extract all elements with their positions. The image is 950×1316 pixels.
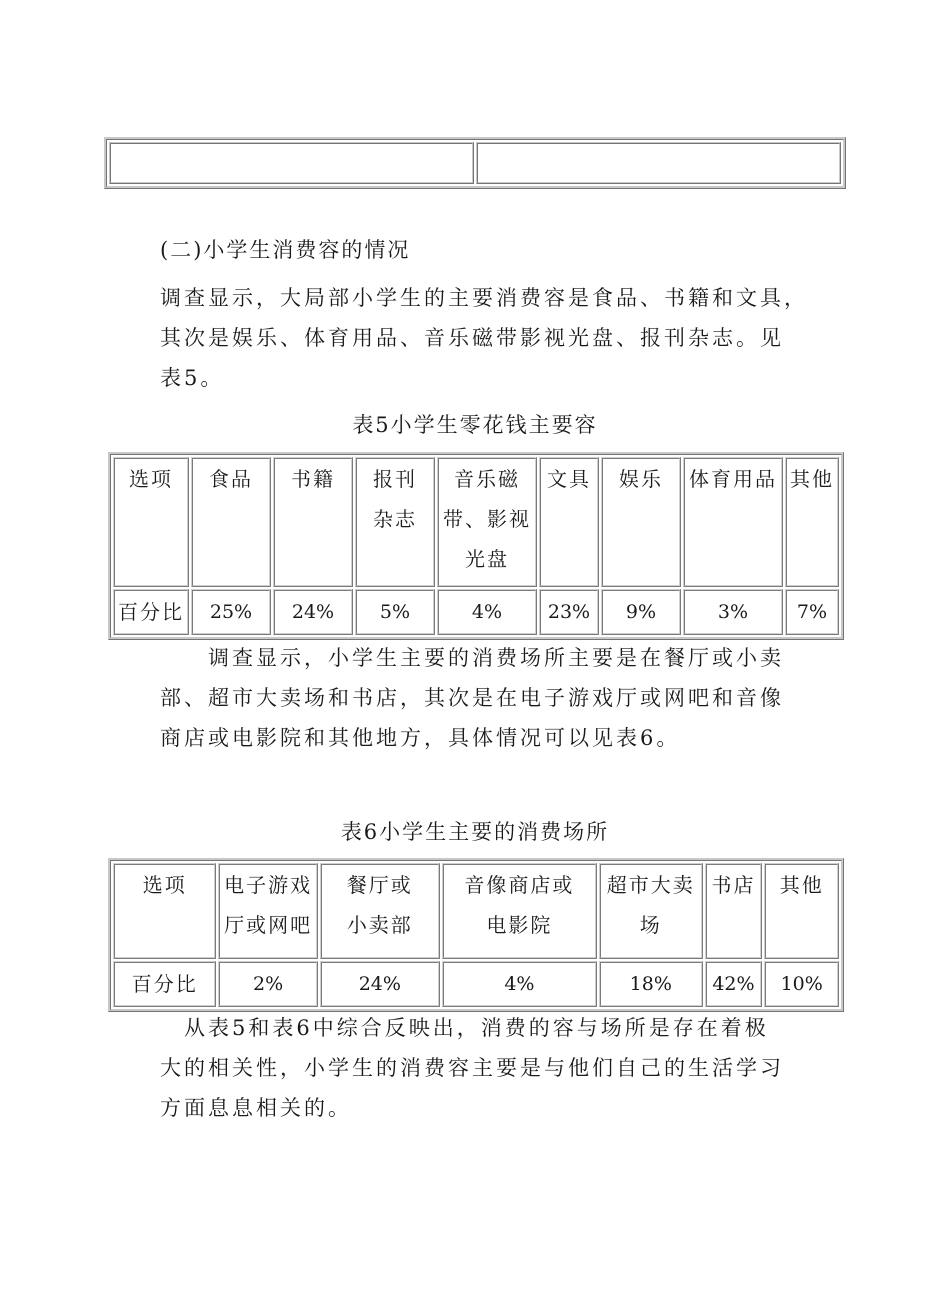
paragraph-line: 大的相关性，小学生的消费容主要是与他们自己的生活学习 xyxy=(160,1056,784,1080)
paragraph-line: 方面息息相关的。 xyxy=(160,1096,352,1120)
table5-header-row xyxy=(113,457,839,587)
table6-value-cell: 24% xyxy=(320,961,440,1007)
table6-header-row xyxy=(113,863,839,959)
table5-value-cell: 25% xyxy=(191,589,271,635)
paragraph-line: 调查显示，大局部小学生的主要消费容是食品、书籍和文具， xyxy=(160,286,808,310)
empty-table xyxy=(104,137,846,189)
table5-row-label: 百分比 xyxy=(113,589,189,635)
table5-value-cell: 23% xyxy=(539,589,599,635)
table5-header-cell: 娱乐 xyxy=(601,457,681,587)
paragraph-line: 其次是娱乐、体育用品、音乐磁带影视光盘、报刊杂志。见 xyxy=(160,326,784,350)
table5-value-cell: 5% xyxy=(355,589,435,635)
table5-header-cell: 文具 xyxy=(539,457,599,587)
paragraph-consumption-places xyxy=(160,638,784,758)
table5-header-cell: 报刊 杂志 xyxy=(355,457,435,587)
table5-value-cell: 3% xyxy=(683,589,783,635)
table6-value-cell: 18% xyxy=(599,961,702,1007)
table5-header-cell: 其他 xyxy=(785,457,839,587)
section-heading: (二)小学生消费容的情况 xyxy=(160,238,411,262)
table6-value-cell: 42% xyxy=(705,961,763,1007)
table6-value-cell: 4% xyxy=(442,961,597,1007)
paragraph-line: 商店或电影院和其他地方，具体情况可以见表6。 xyxy=(160,726,681,750)
paragraph-conclusion xyxy=(160,1008,784,1128)
table5-header-cell: 音乐磁 带、影视 光盘 xyxy=(437,457,537,587)
table5-value-row xyxy=(113,589,839,635)
table6-header-cell: 电子游戏 厅或网吧 xyxy=(218,863,317,959)
table5-value-cell: 24% xyxy=(273,589,353,635)
table6-header-cell: 音像商店或 电影院 xyxy=(442,863,597,959)
table5-header-cell: 食品 xyxy=(191,457,271,587)
paragraph-line: 从表5和表6中综合反映出，消费的容与场所是存在着极 xyxy=(160,1016,769,1040)
paragraph-line: 调查显示，小学生主要的消费场所主要是在餐厅或小卖 xyxy=(160,646,784,670)
paragraph-line: 部、超市大卖场和书店，其次是在电子游戏厅或网吧和音像 xyxy=(160,686,784,710)
table6 xyxy=(108,858,844,1012)
table6-header-cell: 书店 xyxy=(705,863,763,959)
paragraph-consumption-content xyxy=(160,278,808,398)
table6-row-label: 百分比 xyxy=(113,961,216,1007)
table5-header-cell: 书籍 xyxy=(273,457,353,587)
table5-value-cell: 7% xyxy=(785,589,839,635)
table5-value-cell: 9% xyxy=(601,589,681,635)
empty-cell-left xyxy=(109,142,474,184)
table6-header-cell: 选项 xyxy=(113,863,216,959)
table6-value-cell: 2% xyxy=(218,961,317,1007)
table6-header-cell: 超市大卖 场 xyxy=(599,863,702,959)
empty-cell-right xyxy=(476,142,841,184)
table6-caption: 表6小学生主要的消费场所 xyxy=(340,820,610,844)
table6-value-row xyxy=(113,961,839,1007)
paragraph-line: 表5。 xyxy=(160,366,225,390)
table5 xyxy=(108,452,844,640)
table5-header-cell: 体育用品 xyxy=(683,457,783,587)
table6-header-cell: 餐厅或 小卖部 xyxy=(320,863,440,959)
table5-value-cell: 4% xyxy=(437,589,537,635)
table5-caption: 表5小学生零花钱主要容 xyxy=(352,413,598,437)
table5-header-cell: 选项 xyxy=(113,457,189,587)
table6-value-cell: 10% xyxy=(764,961,839,1007)
table6-header-cell: 其他 xyxy=(764,863,839,959)
